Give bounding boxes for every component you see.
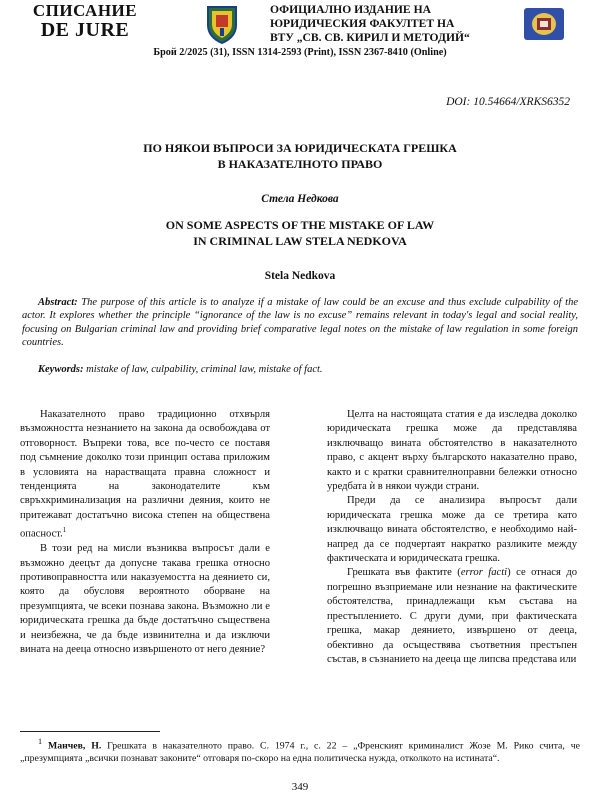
title-line: В НАКАЗАТЕЛНОТО ПРАВО bbox=[217, 156, 383, 171]
publisher-line: ВТУ „СВ. СВ. КИРИЛ И МЕТОДИЙ“ bbox=[270, 30, 470, 44]
body-column-right bbox=[327, 408, 577, 667]
body-paragraph: Целта на настоящата статия е да изследва доколко юридическата грешка може да представлява изключващо вината обстоятелство в наказателното право, с акцент върху българското наказателно право, както и с кратки сравнителноправни бележки относно уредбата ѝ в някои чужди страни. bbox=[327, 409, 577, 493]
faculty-emblem-icon bbox=[520, 5, 568, 43]
abstract-label: Abstract: bbox=[38, 297, 78, 308]
body-paragraph bbox=[327, 566, 577, 667]
keywords-text: mistake of law, culpability, criminal law, mistake of fact. bbox=[86, 364, 323, 375]
footnote-marker[interactable]: 1 bbox=[62, 526, 67, 535]
author-name-bulgarian: Стела Недкова bbox=[261, 193, 339, 205]
masthead-line2: DE JURE bbox=[40, 18, 130, 41]
footnote-text: Грешката в наказателното право. С. 1974 г., с. 22 – „Френският криминалист Жозе М. Рико счита, че „презумпцията „всички познават законите“ отговаря по-скоро на една политическа нужда, отколкото на истината“. bbox=[20, 740, 580, 765]
article-title-english bbox=[0, 218, 600, 249]
keywords bbox=[38, 364, 578, 375]
footnote-divider bbox=[20, 731, 160, 732]
abstract bbox=[22, 296, 578, 349]
body-column-left bbox=[20, 408, 270, 657]
author-name-english: Stela Nedkova bbox=[264, 270, 336, 282]
publisher-line: ОФИЦИАЛНО ИЗДАНИЕ НА bbox=[270, 3, 431, 16]
paragraph-text: Грешката във фактите ( bbox=[347, 567, 461, 579]
journal-masthead bbox=[10, 2, 160, 41]
keywords-label: Keywords: bbox=[38, 364, 84, 375]
publisher-info bbox=[270, 3, 490, 45]
footnote-number: 1 bbox=[38, 737, 43, 746]
latin-term: error facti bbox=[460, 567, 508, 579]
article-title-bulgarian bbox=[0, 141, 600, 172]
title-line: IN CRIMINAL LAW STELA NEDKOVA bbox=[193, 233, 407, 248]
masthead-line1: СПИСАНИЕ bbox=[32, 1, 138, 20]
publisher-line: ЮРИДИЧЕСКИЯ ФАКУЛТЕТ НА bbox=[270, 16, 455, 30]
paragraph-text: Наказателното право традиционно отхвърля възможността незнанието на закона да освобождава от отговорност. Въпреки това, все по-често се поставя под съмнение доколко този принцип остава приложим в условията на нарастващата правна сложност и тенденцията на законодателите към свръхкриминализация на различни деяния, които не притежават достатъчно висока степен на обществена опасност. bbox=[20, 409, 270, 540]
body-paragraph: Преди да се анализира въпросът дали юридическата грешка може да се третира като изключващо вината обстоятелство, е необходимо най-напред да се подчертаят накратко разликите между фактическата и юридическата грешка. bbox=[327, 495, 577, 565]
journal-header bbox=[0, 0, 600, 58]
issue-issn-line: Брой 2/2025 (31), ISSN 1314-2593 (Print), ISSN 2367-8410 (Online) bbox=[153, 47, 447, 58]
body-paragraph: В този ред на мисли възниква въпросът дали е възможно деецът да допусне такава грешка относно противоправността или наказуемостта на деянието си, която да обусловя вероятното оборване на презумпцията, че всеки познава закона. Възможно ли е юридическата грешка да бъде достатъчно съществена и неизбежна, че да бъде извинителна и да изключи вината на дееца относно извършеното от него деяние? bbox=[20, 543, 270, 656]
footnote-author: Манчев, Н. bbox=[47, 740, 102, 752]
paragraph-text: ) се отнася до погрешно възприемане или незнание на фактическите обстоятелства, принадлежащи към състава на престъплението. С други думи, при фактическата грешка, макар деянието, извършено от дееца, обективно да осъществява съответния престъпен състав, в съзнанието на дееца ще липсва представа или bbox=[327, 567, 578, 665]
page-number: 349 bbox=[291, 781, 309, 793]
title-line: ON SOME ASPECTS OF THE MISTAKE OF LAW bbox=[165, 218, 435, 232]
title-line: ПО НЯКОИ ВЪПРОСИ ЗА ЮРИДИЧЕСКАТА ГРЕШКА bbox=[143, 141, 457, 155]
university-crest-icon bbox=[205, 3, 239, 45]
footnote bbox=[20, 736, 580, 766]
body-paragraph bbox=[20, 408, 270, 542]
doi-reference[interactable]: DOI: 10.54664/XRKS6352 bbox=[446, 96, 570, 108]
abstract-text: The purpose of this article is to analyze if a mistake of law could be an excuse and thus exclude culpability of the actor. It explores whether the principle “ignorance of the law is no excuse” remains relevant in today's legal and social reality, focusing on Bulgarian criminal law and providing brief comparative legal notes on the mistake of law regulation in some foreign countries. bbox=[22, 297, 578, 348]
